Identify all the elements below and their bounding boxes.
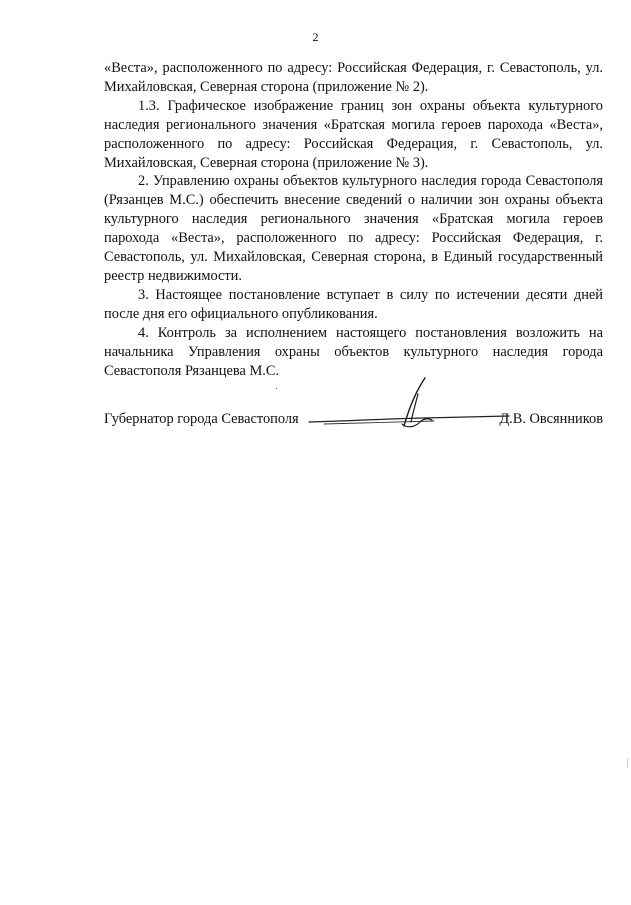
document-body — [104, 59, 603, 380]
page-number: 2 — [312, 30, 319, 44]
paragraph-3: 3. Настоящее постановление вступает в силу по истечении десяти дней после дня его официального опубликования. — [104, 286, 603, 322]
paragraph-continuation: «Веста», расположенного по адресу: Российская Федерация, г. Севастополь, ул. Михайловская, Северная сторона (приложение № 2). — [104, 60, 603, 95]
handwritten-signature — [304, 372, 514, 436]
signature-block — [104, 408, 603, 438]
paragraph-1-3: 1.3. Графическое изображение границ зон охраны объекта культурного наследия регионального значения «Братская могила героев парохода «Веста», расположенного по адресу: Российская Федерация, г. Севастополь, ул. Михайловская, Северная сторона (приложение № 3). — [104, 97, 603, 171]
paragraph-4: 4. Контроль за исполнением настоящего постановления возложить на начальника Управления охраны объектов культурного наследия города Севастополя Рязанцева М.С. — [104, 324, 603, 379]
paragraph-2: 2. Управлению охраны объектов культурного наследия города Севастополя (Рязанцев М.С.) обеспечить внесение сведений о наличии зон охраны объекта культурного наследия регионального значения «Братская могила героев парохода «Веста», расположенного по адресу: Российская Федерация, г. Севастополь, ул. Михайловская, Северная сторона, в Единый государственный реестр недвижимости. — [104, 173, 603, 284]
scan-speck — [276, 388, 277, 389]
scan-speck — [627, 758, 628, 768]
signatory-title: Губернатор города Севастополя — [104, 411, 299, 427]
signatory-name: Д.В. Овсянников — [499, 411, 603, 427]
